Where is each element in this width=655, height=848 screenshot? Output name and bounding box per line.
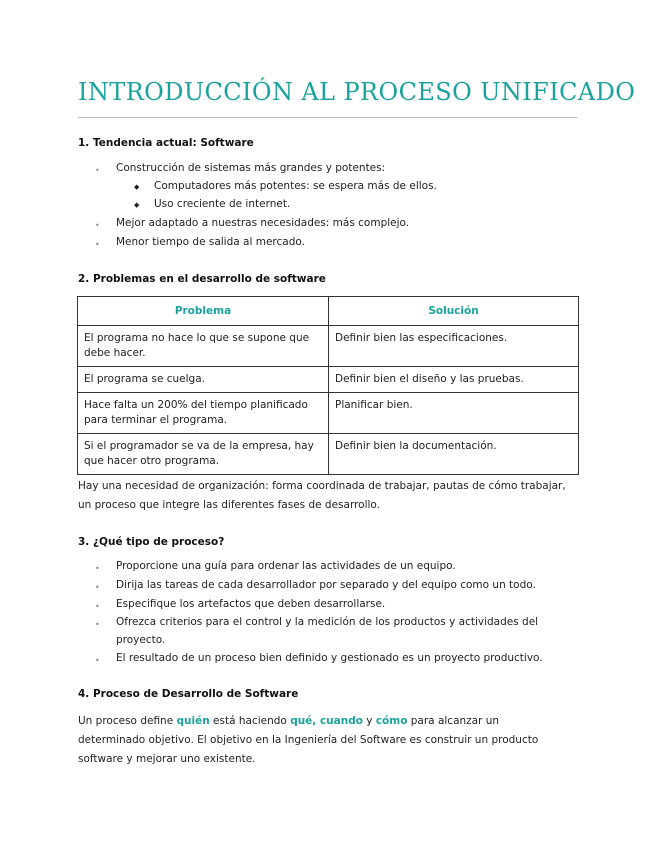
column-header: Problema bbox=[78, 297, 329, 326]
bullet-icon: • bbox=[95, 240, 100, 249]
bullet-icon: • bbox=[95, 564, 100, 573]
table-row bbox=[78, 393, 579, 434]
list-item: Menor tiempo de salida al mercado. bbox=[116, 236, 305, 248]
table-row bbox=[78, 326, 579, 367]
list-item: Computadores más potentes: se espera más de ellos. bbox=[154, 180, 437, 192]
table-cell: Si el programador se va de la empresa, hay que hacer otro programa. bbox=[78, 434, 329, 475]
paragraph-text: y bbox=[362, 715, 376, 727]
title-divider bbox=[78, 117, 577, 118]
list-item: Construcción de sistemas más grandes y potentes: bbox=[116, 162, 386, 174]
section-4-heading: 4. Proceso de Desarrollo de Software bbox=[78, 688, 299, 700]
table-cell: Definir bien las especificaciones. bbox=[329, 326, 579, 367]
table-header-row bbox=[78, 297, 579, 326]
column-header: Solución bbox=[329, 297, 579, 326]
keyword-que-cuando: qué, cuando bbox=[290, 715, 363, 727]
bullet-icon: • bbox=[95, 602, 100, 611]
bullet-icon: • bbox=[95, 221, 100, 230]
table-cell: El programa se cuelga. bbox=[78, 367, 329, 393]
bullet-icon: • bbox=[95, 620, 100, 629]
list-item: Especifique los artefactos que deben desarrollarse. bbox=[116, 598, 386, 610]
table-cell: Planificar bien. bbox=[329, 393, 579, 434]
keyword-como: cómo bbox=[375, 715, 408, 727]
bullet-icon: • bbox=[95, 166, 100, 175]
table-row bbox=[78, 434, 579, 475]
list-item: Dirija las tareas de cada desarrollador por separado y del equipo como un todo. bbox=[116, 579, 536, 591]
bullet-icon: ◆ bbox=[134, 183, 140, 191]
table-cell: Definir bien la documentación. bbox=[329, 434, 579, 475]
bullet-icon: ◆ bbox=[134, 201, 140, 209]
paragraph-text: Un proceso define bbox=[78, 715, 177, 727]
list-item: El resultado de un proceso bien definido y gestionado es un proyecto productivo. bbox=[116, 652, 543, 664]
keyword-quien: quién bbox=[176, 715, 210, 727]
list-item: Mejor adaptado a nuestras necesidades: más complejo. bbox=[116, 217, 410, 229]
section-2-heading: 2. Problemas en el desarrollo de software bbox=[78, 273, 326, 285]
list-item: Ofrezca criterios para el control y la medición de los productos y actividades del proyecto. bbox=[116, 616, 539, 646]
page-title: INTRODUCCIÓN AL PROCESO UNIFICADO bbox=[78, 78, 636, 106]
bullet-icon: • bbox=[95, 656, 100, 665]
paragraph-text: para alcanzar un determinado objetivo. El objetivo en la Ingeniería del Software es construir un producto software y mejorar uno existente. bbox=[78, 715, 539, 765]
table-cell: Hace falta un 200% del tiempo planificado para terminar el programa. bbox=[78, 393, 329, 434]
problems-table bbox=[77, 296, 579, 475]
list-item: Uso creciente de internet. bbox=[154, 198, 291, 210]
section-1-heading: 1. Tendencia actual: Software bbox=[78, 137, 254, 149]
list-item: Proporcione una guía para ordenar las actividades de un equipo. bbox=[116, 560, 456, 572]
section-2-paragraph: Hay una necesidad de organización: forma coordinada de trabajar, pautas de cómo trabajar, un proceso que integre las diferentes fases de desarrollo. bbox=[78, 480, 566, 511]
table-cell: El programa no hace lo que se supone que debe hacer. bbox=[78, 326, 329, 367]
table-row bbox=[78, 367, 579, 393]
table-cell: Definir bien el diseño y las pruebas. bbox=[329, 367, 579, 393]
paragraph-text: está haciendo bbox=[209, 715, 291, 727]
section-4-paragraph bbox=[78, 712, 558, 769]
section-3-heading: 3. ¿Qué tipo de proceso? bbox=[78, 536, 225, 548]
bullet-icon: • bbox=[95, 583, 100, 592]
